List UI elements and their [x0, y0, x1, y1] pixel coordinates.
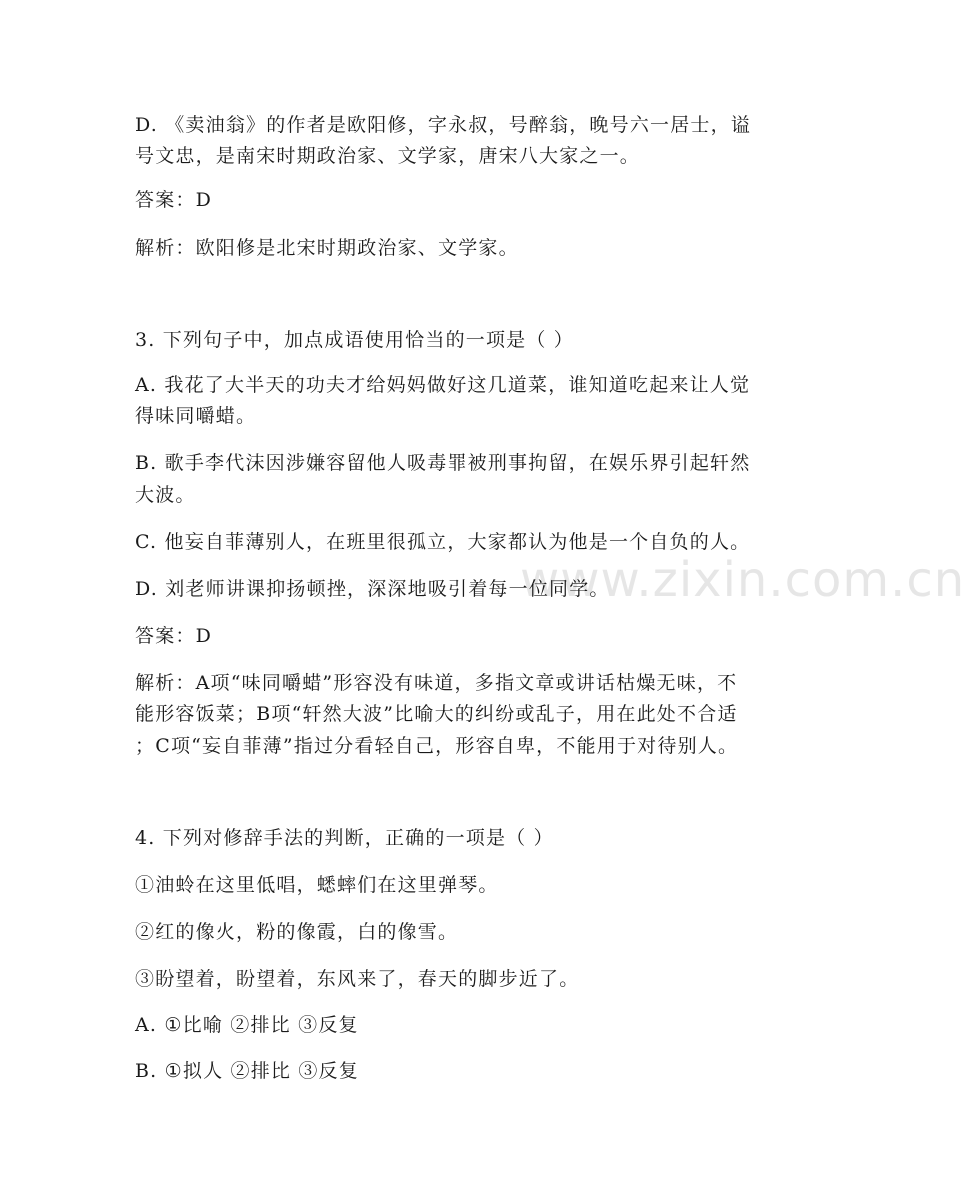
- question-4-stem: 4. 下列对修辞手法的判断，正确的一项是（ ）: [135, 827, 554, 849]
- q4-sentence-2: ②红的像火，粉的像霞，白的像雪。: [135, 921, 459, 943]
- q3-option-b-line1: B. 歌手李代沫因涉嫌容留他人吸毒罪被刑事拘留，在娱乐界引起轩然: [135, 452, 751, 474]
- q3-analysis-line1: 解析：A项“味同嚼蜡”形容没有味道，多指文章或讲话枯燥无味，不: [135, 672, 738, 694]
- option-d-line1: D. 《卖油翁》的作者是欧阳修，字永叔，号醉翁，晚号六一居士，谥: [135, 114, 752, 136]
- answer-text: 答案：D: [135, 189, 213, 211]
- q3-answer: 答案：D: [135, 625, 213, 647]
- watermark: www.zixin.com.cn: [520, 552, 965, 608]
- q3-analysis-line3: ；C项“妄自菲薄”指过分看轻自己，形容自卑，不能用于对待别人。: [135, 735, 739, 757]
- q3-option-d: D. 刘老师讲课抑扬顿挫，深深地吸引着每一位同学。: [135, 578, 610, 600]
- analysis-text: 解析：欧阳修是北宋时期政治家、文学家。: [135, 237, 519, 259]
- q4-sentence-1: ①油蛉在这里低唱，蟋蟀们在这里弹琴。: [135, 874, 499, 896]
- q4-option-a: A. ①比喻 ②排比 ③反复: [135, 1014, 359, 1036]
- q3-option-b-line2: 大波。: [135, 484, 196, 506]
- q4-sentence-3: ③盼望着，盼望着，东风来了，春天的脚步近了。: [135, 968, 580, 990]
- q3-option-c: C. 他妄自菲薄别人，在班里很孤立，大家都认为他是一个自负的人。: [135, 531, 751, 553]
- q3-option-a-line1: A. 我花了大半天的功夫才给妈妈做好这几道菜，谁知道吃起来让人觉: [135, 374, 751, 396]
- q3-option-a-line2: 得味同嚼蜡。: [135, 405, 257, 427]
- q3-analysis-line2: 能形容饭菜；B项“轩然大波”比喻大的纠纷或乱子，用在此处不合适: [135, 703, 738, 725]
- question-3-stem: 3. 下列句子中，加点成语使用恰当的一项是（ ）: [135, 329, 575, 351]
- option-d-line2: 号文忠，是南宋时期政治家、文学家，唐宋八大家之一。: [135, 145, 641, 167]
- q4-option-b: B. ①拟人 ②排比 ③反复: [135, 1060, 359, 1082]
